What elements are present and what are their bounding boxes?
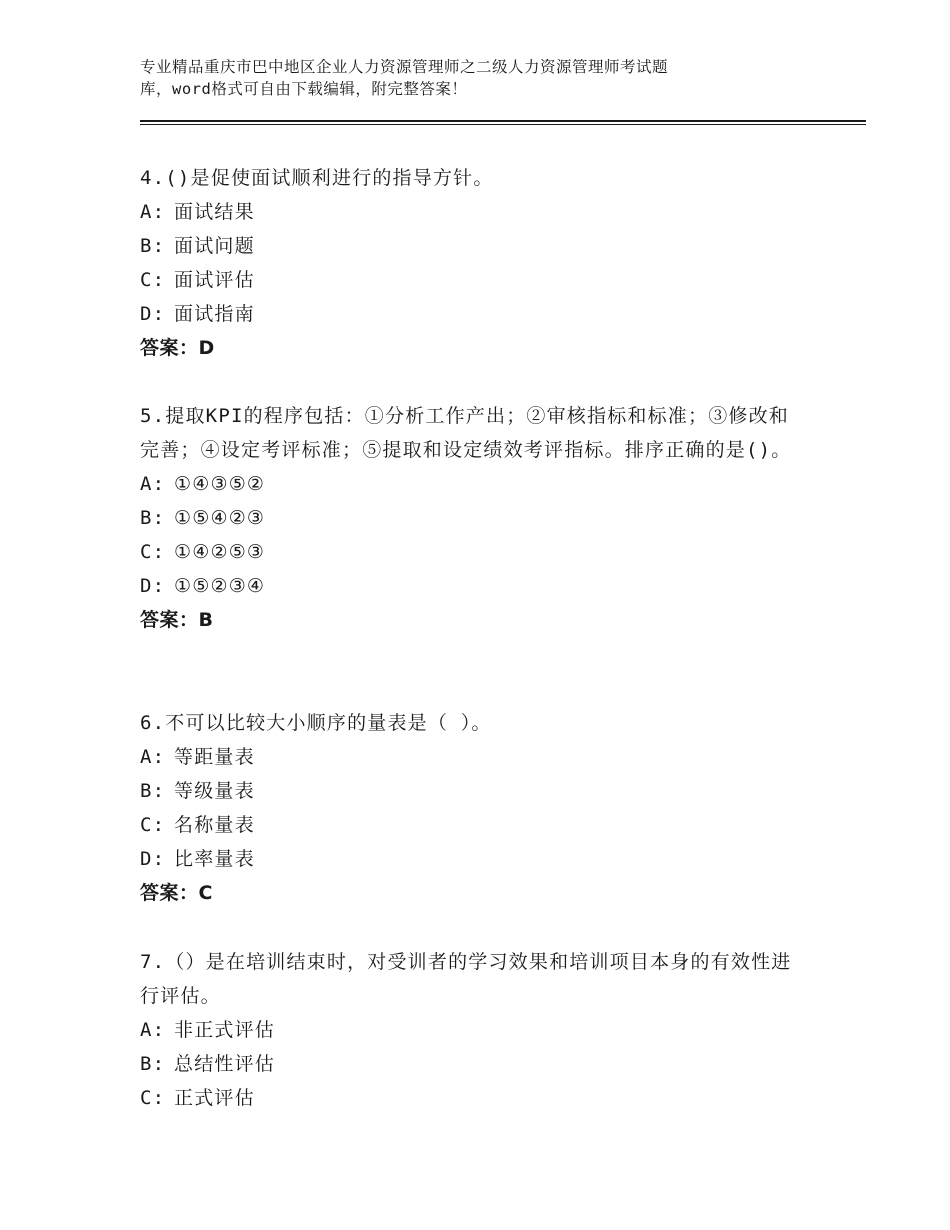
option-c bbox=[140, 263, 800, 297]
option-d bbox=[140, 842, 800, 876]
option-text: ①④③⑤② bbox=[174, 473, 266, 495]
option-b bbox=[140, 774, 800, 808]
option-b bbox=[140, 1047, 800, 1081]
question-text: 7.（）是在培训结束时，对受训者的学习效果和培训项目本身的有效性进行评估。 bbox=[140, 951, 792, 1007]
option-letter: B: bbox=[140, 1053, 166, 1075]
option-a bbox=[140, 467, 800, 501]
option-text: 比率量表 bbox=[174, 848, 255, 870]
option-letter: B: bbox=[140, 235, 166, 257]
option-b bbox=[140, 229, 800, 263]
option-text: 正式评估 bbox=[174, 1087, 255, 1109]
option-text: ①④②⑤③ bbox=[174, 541, 266, 563]
question-text: 4.()是促使面试顺利进行的指导方针。 bbox=[140, 167, 494, 189]
option-a bbox=[140, 1013, 800, 1047]
question-text: 5.提取KPI的程序包括：①分析工作产出；②审核指标和标准；③修改和完善；④设定考评标准；⑤提取和设定绩效考评指标。排序正确的是()。 bbox=[140, 405, 792, 461]
option-letter: A: bbox=[140, 473, 166, 495]
header-divider-thick bbox=[140, 120, 866, 122]
option-c bbox=[140, 808, 800, 842]
answer: 答案：B bbox=[140, 609, 214, 631]
option-letter: A: bbox=[140, 201, 166, 223]
header-divider-thin bbox=[140, 124, 866, 125]
option-b bbox=[140, 501, 800, 535]
option-text: 面试指南 bbox=[174, 303, 255, 325]
option-letter: D: bbox=[140, 575, 166, 597]
option-text: 等级量表 bbox=[174, 780, 255, 802]
answer: 答案：D bbox=[140, 337, 215, 359]
option-text: 名称量表 bbox=[174, 814, 255, 836]
option-letter: A: bbox=[140, 746, 166, 768]
option-letter: C: bbox=[140, 1087, 166, 1109]
option-letter: D: bbox=[140, 303, 166, 325]
question-text: 6.不可以比较大小顺序的量表是（ ）。 bbox=[140, 712, 492, 734]
document-header: 专业精品重庆市巴中地区企业人力资源管理师之二级人力资源管理师考试题 库，word格式可自由下载编辑，附完整答案！ bbox=[140, 58, 669, 98]
option-a bbox=[140, 740, 800, 774]
question-6 bbox=[140, 706, 800, 910]
option-text: ①⑤④②③ bbox=[174, 507, 266, 529]
question-5 bbox=[140, 399, 800, 637]
option-letter: A: bbox=[140, 1019, 166, 1041]
option-text: 面试评估 bbox=[174, 269, 255, 291]
option-letter: B: bbox=[140, 780, 166, 802]
option-text: 等距量表 bbox=[174, 746, 255, 768]
option-d bbox=[140, 297, 800, 331]
option-text: 面试结果 bbox=[174, 201, 255, 223]
option-text: ①⑤②③④ bbox=[174, 575, 266, 597]
option-d bbox=[140, 569, 800, 603]
option-c bbox=[140, 535, 800, 569]
option-letter: D: bbox=[140, 848, 166, 870]
question-7 bbox=[140, 945, 800, 1115]
option-text: 非正式评估 bbox=[174, 1019, 276, 1041]
question-4 bbox=[140, 161, 800, 365]
option-c bbox=[140, 1081, 800, 1115]
option-letter: C: bbox=[140, 541, 166, 563]
option-text: 面试问题 bbox=[174, 235, 255, 257]
answer: 答案：C bbox=[140, 882, 213, 904]
option-text: 总结性评估 bbox=[174, 1053, 276, 1075]
option-letter: B: bbox=[140, 507, 166, 529]
option-letter: C: bbox=[140, 269, 166, 291]
option-letter: C: bbox=[140, 814, 166, 836]
option-a bbox=[140, 195, 800, 229]
